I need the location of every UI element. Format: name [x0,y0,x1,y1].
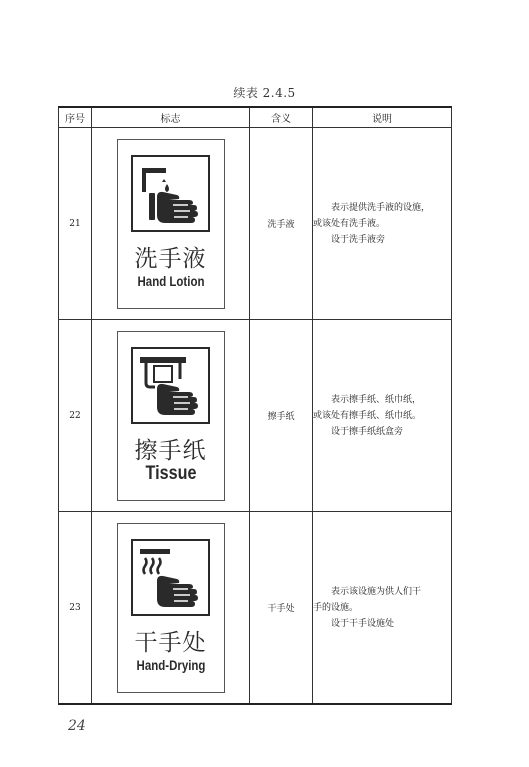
signs-table [58,106,452,705]
description-line: 表示提供洗手液的设施， [331,202,431,213]
hand-lotion-icon [131,155,210,232]
description-line: 表示该设施为供人们干 [331,586,422,597]
table-row [59,512,452,705]
sign-english-label: Tissue [145,462,196,484]
table-header-row [59,107,452,128]
table-row [59,128,452,320]
header-meaning: 含义 [250,107,313,128]
table-row [59,320,452,512]
header-sign: 标志 [92,107,250,128]
row-number: 23 [59,512,92,705]
table-caption: 续表 2.4.5 [233,86,296,100]
meaning-cell: 干手处 [250,512,313,705]
row-number: 21 [59,128,92,320]
hand-drying-sign [117,523,225,693]
header-description: 说明 [313,107,452,128]
description-line: 或该处有擦手纸、纸巾纸。 [313,410,422,421]
description-line: 表示擦手纸、纸巾纸， [331,394,422,405]
row-number: 22 [59,320,92,512]
sign-cell [92,512,250,705]
description-cell [313,128,452,320]
meaning-cell: 擦手纸 [250,320,313,512]
sign-english-label: Hand-Drying [136,656,205,673]
meaning-cell: 洗手液 [250,128,313,320]
description-line: 设于干手设施处 [331,618,395,629]
description-cell [313,512,452,705]
hand-lotion-sign [117,139,225,309]
sign-english-label: Hand Lotion [137,272,204,289]
sign-chinese-label: 洗手液 [134,245,207,272]
description-cell [313,320,452,512]
tissue-sign [117,331,225,501]
tissue-icon [131,347,210,424]
description-line: 设于洗手液旁 [331,234,386,245]
sign-chinese-label: 干手处 [134,629,207,656]
hand-drying-icon [131,539,210,616]
page-number: 24 [68,718,86,734]
sign-cell [92,320,250,512]
sign-chinese-label: 擦手纸 [134,437,207,464]
description-line: 或该处有洗手液。 [313,218,386,229]
description-line: 手的设施。 [313,602,359,613]
description-line: 设于擦手纸纸盒旁 [331,426,404,437]
header-number: 序号 [59,107,92,128]
sign-cell [92,128,250,320]
